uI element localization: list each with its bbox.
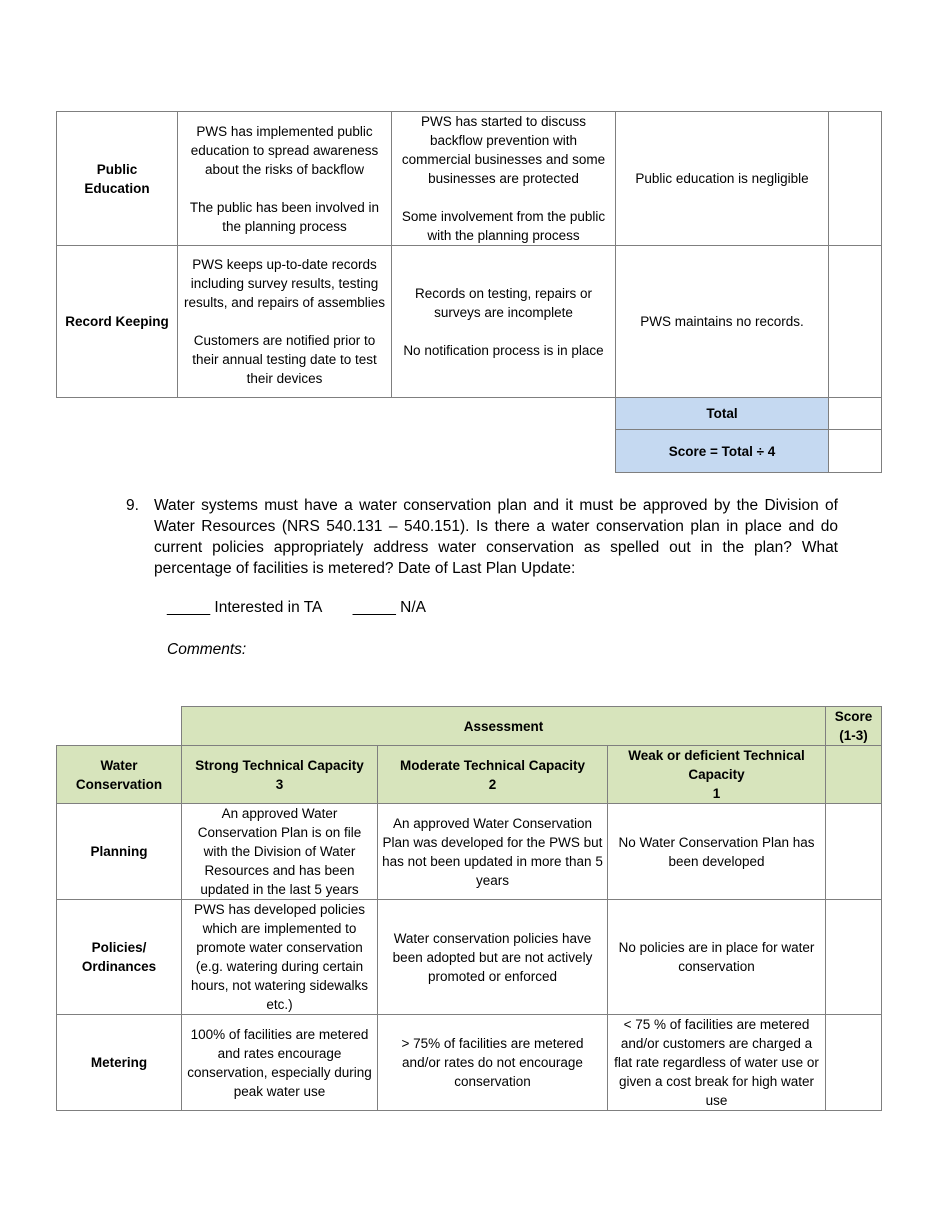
weak-cell: < 75 % of facilities are metered and/or customers are charged a flat rate regardless of water use or given a cost break for high water use bbox=[608, 1015, 826, 1111]
score-cell[interactable] bbox=[826, 900, 882, 1015]
weak-cell: Public education is negligible bbox=[616, 112, 829, 246]
score-header: Score (1-3) bbox=[826, 707, 882, 746]
score-value-cell[interactable] bbox=[829, 430, 882, 473]
moderate-cell: Records on testing, repairs or surveys are incomplete No notification process is in place bbox=[392, 246, 616, 398]
weak-cell: No policies are in place for water conservation bbox=[608, 900, 826, 1015]
score-cell[interactable] bbox=[826, 1015, 882, 1111]
header-row bbox=[57, 707, 882, 746]
score-header-blank bbox=[826, 746, 882, 804]
total-label: Total bbox=[616, 398, 829, 430]
na-field[interactable]: _____ N/A bbox=[352, 599, 426, 616]
total-row bbox=[57, 398, 882, 430]
row-label-metering: Metering bbox=[57, 1015, 182, 1111]
interested-ta-field[interactable]: _____ Interested in TA bbox=[167, 599, 323, 616]
row-label-planning: Planning bbox=[57, 804, 182, 900]
score-cell[interactable] bbox=[826, 804, 882, 900]
strong-cell: PWS has implemented public education to spread awareness about the risks of backflow The public has been involved in the planning process bbox=[178, 112, 392, 246]
assessment-header: Assessment bbox=[182, 707, 826, 746]
ta-options bbox=[167, 599, 452, 617]
moderate-cell: PWS has started to discuss backflow prevention with commercial businesses and some businesses are protected Some involvement from the public with the planning process bbox=[392, 112, 616, 246]
moderate-header: Moderate Technical Capacity 2 bbox=[378, 746, 608, 804]
score-row bbox=[57, 430, 882, 473]
total-value-cell[interactable] bbox=[829, 398, 882, 430]
category-header: Water Conservation bbox=[57, 746, 182, 804]
column-header-row bbox=[57, 746, 882, 804]
water-conservation-table bbox=[56, 706, 882, 1111]
weak-cell: No Water Conservation Plan has been developed bbox=[608, 804, 826, 900]
row-label-public-education: Public Education bbox=[57, 112, 178, 246]
score-formula-label: Score = Total ÷ 4 bbox=[616, 430, 829, 473]
row-label-record-keeping: Record Keeping bbox=[57, 246, 178, 398]
table-row bbox=[57, 246, 882, 398]
question-number: 9. bbox=[126, 497, 139, 514]
backflow-assessment-table bbox=[56, 111, 882, 473]
strong-header: Strong Technical Capacity 3 bbox=[182, 746, 378, 804]
strong-cell: An approved Water Conservation Plan is on file with the Division of Water Resources and has been updated in the last 5 years bbox=[182, 804, 378, 900]
strong-cell: 100% of facilities are metered and rates encourage conservation, especially during peak water use bbox=[182, 1015, 378, 1111]
table-row bbox=[57, 112, 882, 246]
moderate-cell: An approved Water Conservation Plan was developed for the PWS but has not been updated in more than 5 years bbox=[378, 804, 608, 900]
moderate-cell: Water conservation policies have been adopted but are not actively promoted or enforced bbox=[378, 900, 608, 1015]
row-label-policies: Policies/ Ordinances bbox=[57, 900, 182, 1015]
strong-cell: PWS keeps up-to-date records including survey results, testing results, and repairs of assemblies Customers are notified prior to their annual testing date to test their devices bbox=[178, 246, 392, 398]
score-cell[interactable] bbox=[829, 246, 882, 398]
table-row bbox=[57, 804, 882, 900]
table-row bbox=[57, 1015, 882, 1111]
moderate-cell: > 75% of facilities are metered and/or rates do not encourage conservation bbox=[378, 1015, 608, 1111]
question-text: Water systems must have a water conservation plan and it must be approved by the Division of Water Resources (NRS 540.131 – 540.151). Is there a water conservation plan in place and do current policies appropriately address water conservation as spelled out in the plan? What percentage of facilities is metered? Date of Last Plan Update: bbox=[154, 497, 838, 577]
strong-cell: PWS has developed policies which are implemented to promote water conservation (e.g. watering during certain hours, not watering sidewalks etc.) bbox=[182, 900, 378, 1015]
table-row bbox=[57, 900, 882, 1015]
score-cell[interactable] bbox=[829, 112, 882, 246]
question-9 bbox=[126, 495, 838, 579]
weak-header: Weak or deficient Technical Capacity 1 bbox=[608, 746, 826, 804]
weak-cell: PWS maintains no records. bbox=[616, 246, 829, 398]
comments-label: Comments: bbox=[167, 641, 247, 658]
